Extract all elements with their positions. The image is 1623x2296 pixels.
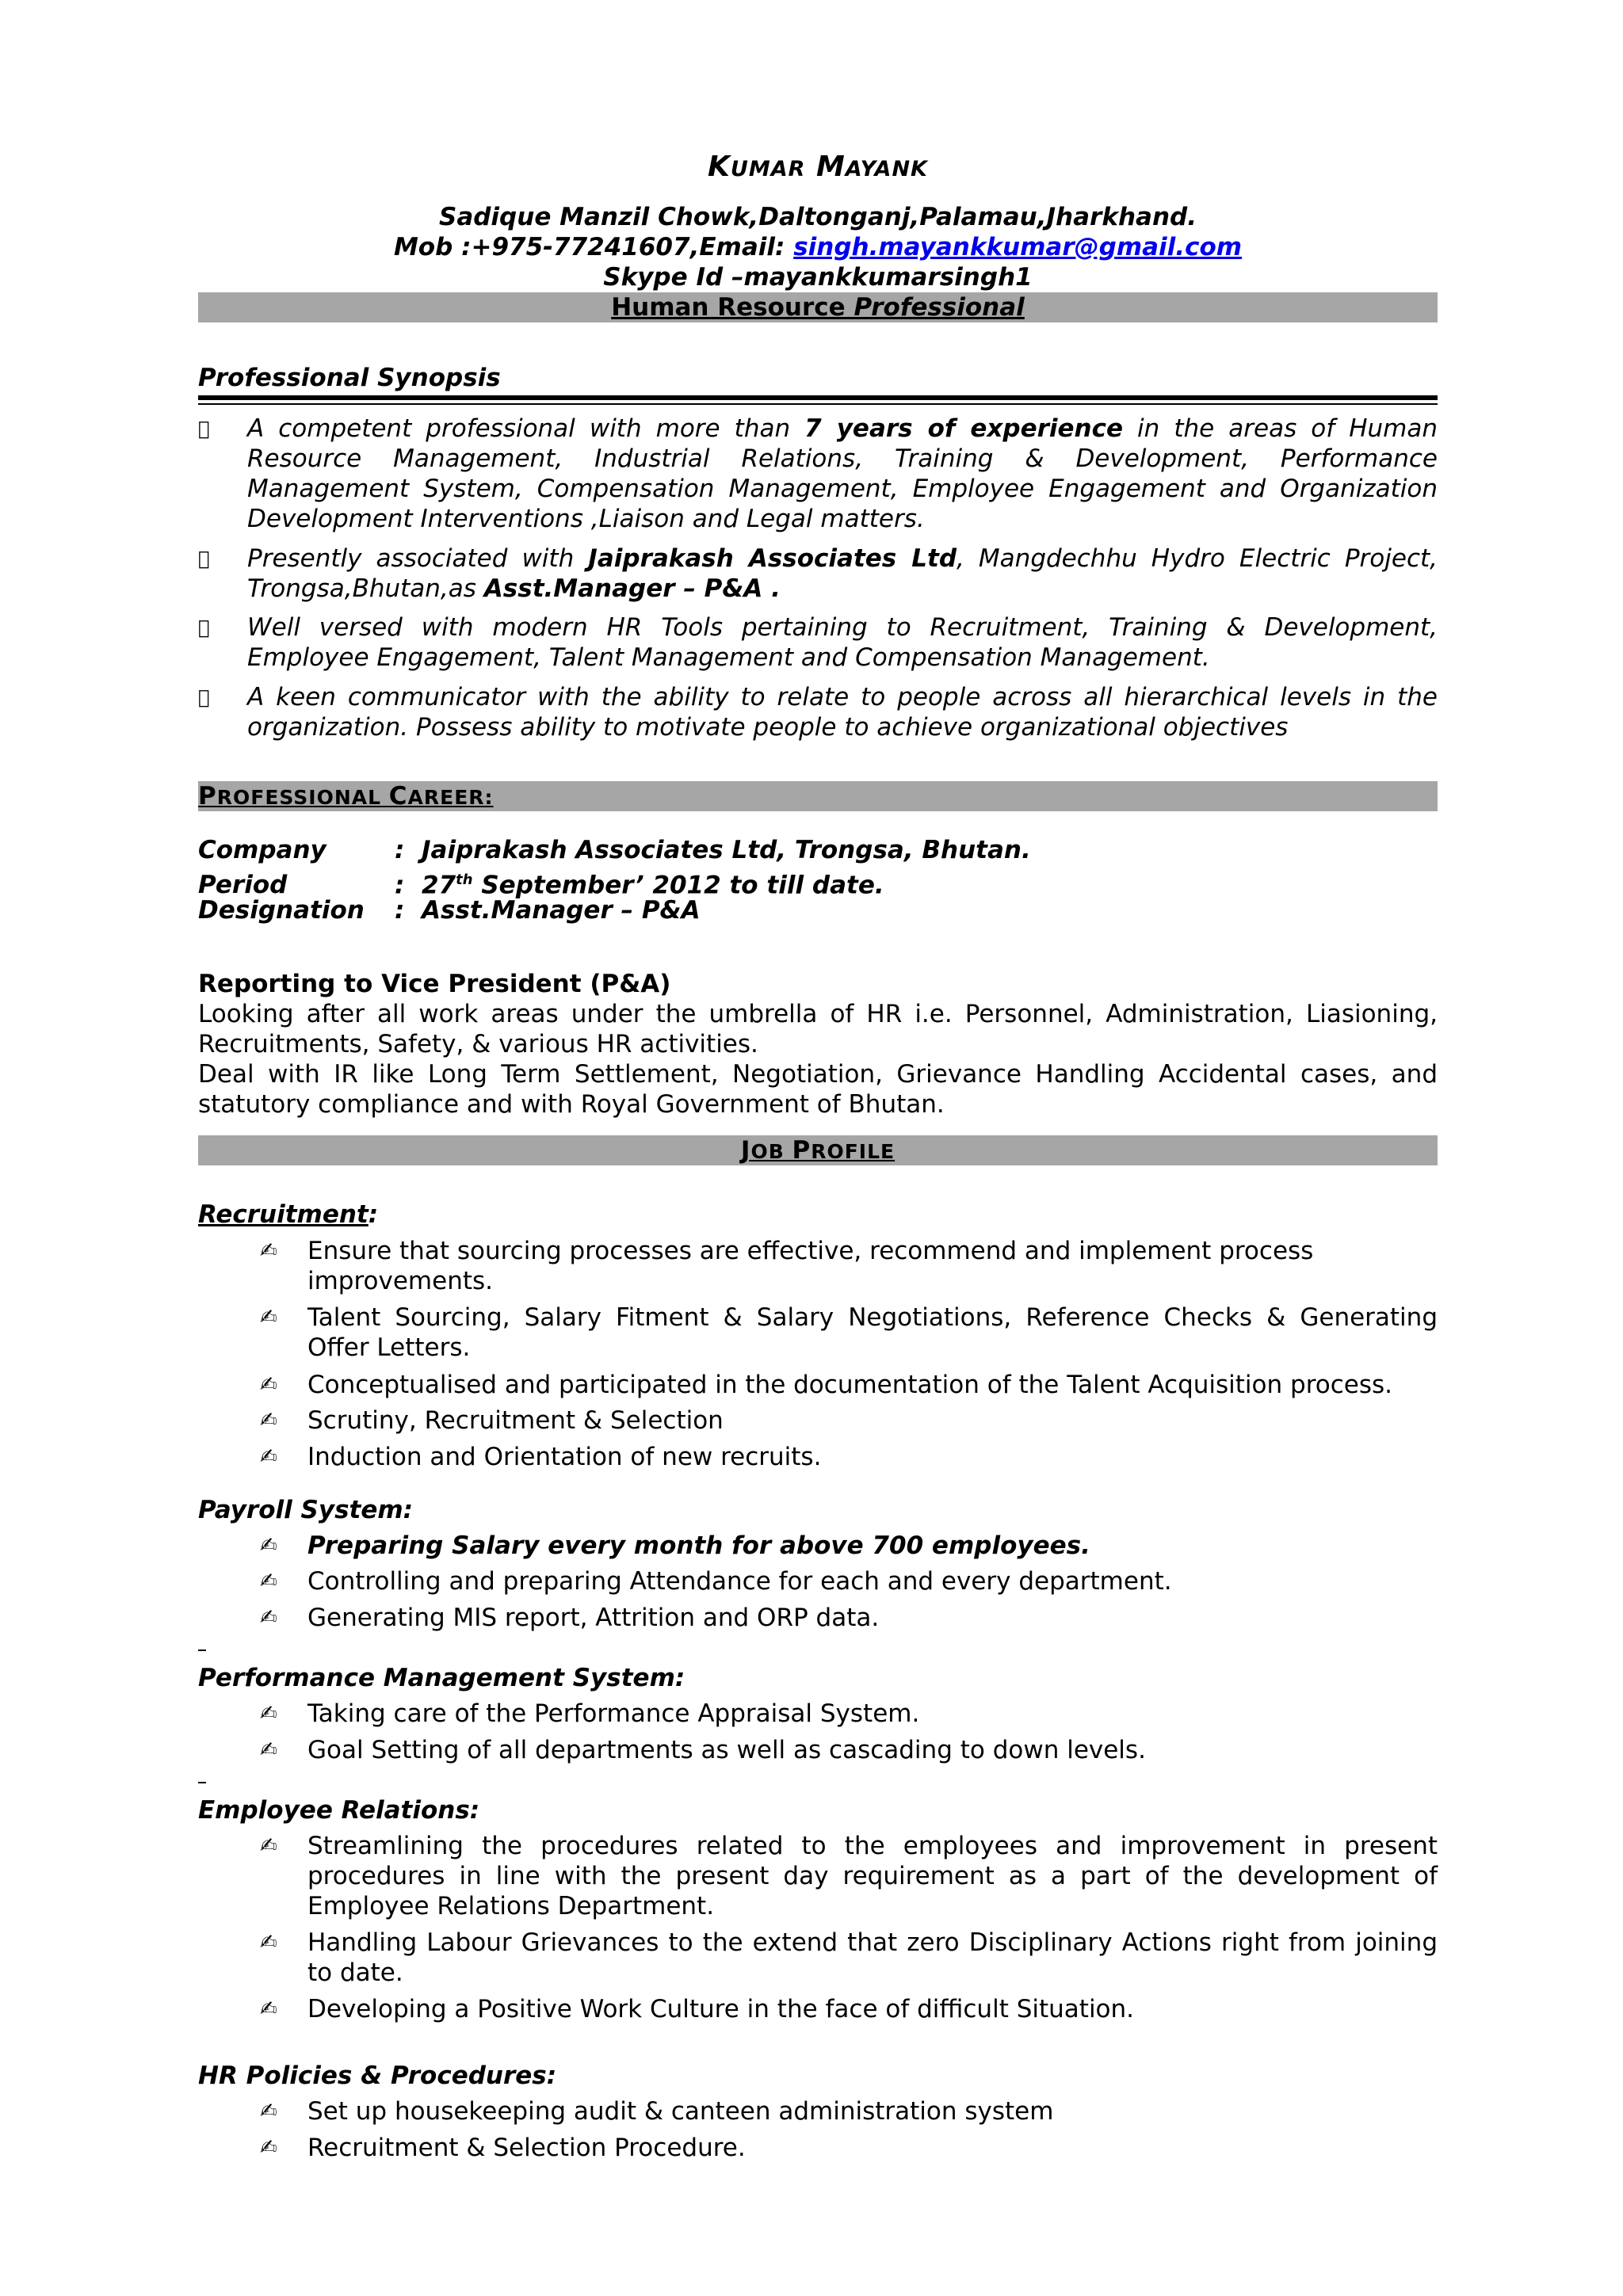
name-first-rest: UMAR (730, 157, 806, 181)
writing-hand-icon: ✍ (260, 1534, 277, 1558)
writing-hand-icon: ✍ (260, 1409, 277, 1432)
skype-line: Skype Id –mayankkumarsingh1 (603, 263, 1033, 292)
synopsis-rule-thick (198, 395, 1438, 400)
candidate-name (198, 151, 1438, 183)
writing-hand-icon: ✍ (260, 1931, 277, 1955)
recruitment-item: ✍ Ensure that sourcing processes are effective, recommend and implement process improvements. (260, 1237, 1314, 1295)
job-profile-heading: JOB PROFILE (740, 1136, 896, 1165)
email-link[interactable]: singh.mayankkumar@gmail.com (793, 233, 1243, 261)
synopsis-item: A competent professional with more than 7 years of experience in the areas of Human Resource Management, Industrial Relations, Training & Development, Performance Management System, Compensation Management, Employee Engagement and Organization Development Interventions ,Liaison and Legal matters. (198, 414, 1438, 534)
professional-title (198, 292, 1438, 322)
recruitment-item: ✍ Scrutiny, Recruitment & Selection (260, 1406, 724, 1435)
employee-relations-heading: Employee Relations: (198, 1796, 480, 1825)
tick-mark (198, 1782, 206, 1783)
contact-prefix: Mob :+975-77241607,Email: (393, 233, 794, 261)
writing-hand-icon: ✍ (260, 1738, 277, 1762)
recruitment-heading: Recruitment: (198, 1200, 379, 1229)
payroll-heading: Payroll System: (198, 1496, 414, 1524)
synopsis-item: Well versed with modern HR Tools pertaining to Recruitment, Training & Development, Employee Engagement, Talent Management and Compensation Management. (198, 612, 1438, 673)
employee-relations-item: ✍ Streamlining the procedures related to the employees and improvement in present procedures in line with the present day requirement as a part of the development of Employee Relations Department. (260, 1832, 1438, 1920)
synopsis-bullet-icon (198, 543, 209, 574)
writing-hand-icon: ✍ (260, 2136, 277, 2160)
writing-hand-icon: ✍ (260, 2100, 277, 2123)
writing-hand-icon: ✍ (260, 1239, 277, 1263)
recruitment-item: ✍ Conceptualised and participated in the documentation of the Talent Acquisition process. (260, 1371, 1392, 1399)
writing-hand-icon: ✍ (260, 1834, 277, 1858)
hr-policies-heading: HR Policies & Procedures: (198, 2061, 557, 2090)
payroll-item: ✍ Controlling and preparing Attendance for each and every department. (260, 1567, 1172, 1596)
title-plain: Human Resource (611, 293, 854, 322)
name-first-initial: K (708, 151, 731, 183)
writing-hand-icon: ✍ (260, 1306, 277, 1329)
designation-label: Designation (198, 896, 365, 925)
contact-line (198, 232, 1438, 262)
writing-hand-icon: ✍ (260, 1373, 277, 1397)
career-paragraph-2: Deal with IR like Long Term Settlement, Negotiation, Grievance Handling Accidental cases, and statutory compliance and with Royal Government of Bhutan. (198, 1060, 1438, 1119)
synopsis-rule-thin (198, 403, 1438, 405)
writing-hand-icon: ✍ (260, 1702, 277, 1726)
title-italic: Professional (854, 293, 1025, 322)
writing-hand-icon: ✍ (260, 1445, 277, 1469)
writing-hand-icon: ✍ (260, 1997, 277, 2021)
writing-hand-icon: ✍ (260, 1569, 277, 1593)
synopsis-bullet-icon (198, 612, 209, 643)
career-paragraph-1: Looking after all work areas under the umbrella of HR i.e. Personnel, Administration, Liasioning, Recruitments, Safety, & various HR activities. (198, 1000, 1438, 1058)
company-row: Company : Jaiprakash Associates Ltd, Trongsa, Bhutan. (198, 836, 1031, 864)
designation-row: Designation : Asst.Manager – P&A (198, 896, 701, 925)
hr-policies-item: ✍ Recruitment & Selection Procedure. (260, 2134, 746, 2162)
company-label: Company (198, 836, 327, 864)
career-band (198, 781, 1438, 811)
recruitment-item: ✍ Talent Sourcing, Salary Fitment & Salary Negotiations, Reference Checks & Generating Offer Letters. (260, 1303, 1438, 1362)
tick-mark (198, 1650, 206, 1651)
payroll-item: ✍ Generating MIS report, Attrition and ORP data. (260, 1604, 880, 1632)
period-row: Period : 27th September’ 2012 to till date. (198, 871, 884, 900)
company-value: Jaiprakash Associates Ltd, Trongsa, Bhutan. (422, 836, 1031, 864)
pms-item: ✍ Goal Setting of all departments as well as cascading to down levels. (260, 1736, 1146, 1764)
synopsis-heading: Professional Synopsis (198, 364, 501, 392)
writing-hand-icon: ✍ (260, 1606, 277, 1630)
career-heading: PROFESSIONAL CAREER: (198, 782, 494, 810)
address-line: Sadique Manzil Chowk,Daltonganj,Palamau,Jharkhand. (439, 203, 1197, 231)
employee-relations-item: ✍ Developing a Positive Work Culture in the face of difficult Situation. (260, 1995, 1135, 2023)
recruitment-item: ✍ Induction and Orientation of new recruits. (260, 1443, 822, 1471)
title-band (198, 292, 1438, 322)
synopsis-bullet-icon (198, 682, 209, 712)
name-last-rest: AYANK (845, 157, 928, 181)
hr-policies-item: ✍ Set up housekeeping audit & canteen administration system (260, 2097, 1054, 2126)
employee-relations-item: ✍ Handling Labour Grievances to the extend that zero Disciplinary Actions right from joining to date. (260, 1928, 1438, 1987)
name-last-initial: M (815, 151, 846, 183)
job-profile-band (198, 1135, 1438, 1165)
reporting-line: Reporting to Vice President (P&A) (198, 970, 671, 998)
payroll-item: ✍ Preparing Salary every month for above 700 employees. (260, 1531, 1090, 1560)
synopsis-item: A keen communicator with the ability to relate to people across all hierarchical levels in the organization. Possess ability to motivate people to achieve organizational objectives (198, 682, 1438, 742)
period-label: Period (198, 871, 288, 900)
designation-value: Asst.Manager – P&A (422, 896, 701, 925)
synopsis-item: Presently associated with Jaiprakash Associates Ltd, Mangdechhu Hydro Electric Project, Trongsa,Bhutan,as Asst.Manager – P&A . (198, 543, 1438, 604)
pms-item: ✍ Taking care of the Performance Appraisal System. (260, 1699, 920, 1728)
synopsis-bullet-icon (198, 414, 209, 444)
pms-heading: Performance Management System: (198, 1664, 685, 1692)
